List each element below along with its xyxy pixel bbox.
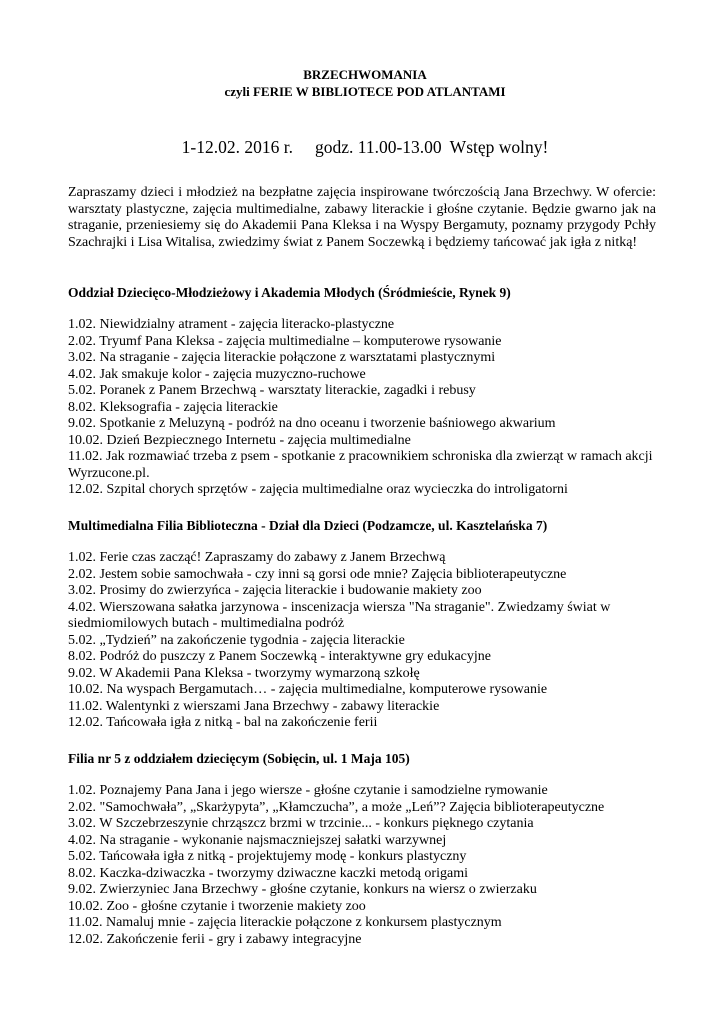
schedule-item: 12.02. Tańcowała igła z nitką - bal na zakończenie ferii	[68, 715, 378, 730]
schedule-item: 10.02. Zoo - głośne czytanie i tworzenie makiety zoo	[68, 898, 366, 914]
event-date-line	[68, 136, 662, 158]
section-title: Filia nr 5 z oddziałem dziecięcym (Sobięcin, ul. 1 Maja 105)	[68, 751, 410, 766]
section-sobiecin	[68, 750, 662, 948]
schedule-item: 5.02. Tańcowała igła z nitką - projektujemy modę - konkurs plastyczny	[68, 849, 467, 864]
schedule-item: 4.02. Wierszowana sałatka jarzynowa - inscenizacja wiersza "Na straganie". Zwiedzamy świat w siedmiomilowych butach - multimedialna podróż	[68, 599, 611, 631]
schedule-item: 9.02. Spotkanie z Meluzyną - podróż na dno oceanu i tworzenie baśniowego akwarium	[68, 416, 556, 431]
event-dates: 1-12.02. 2016 r.	[181, 137, 293, 157]
schedule-item: 8.02. Kleksografia - zajęcia literackie	[68, 399, 278, 415]
schedule-item: 1.02. Niewidzialny atrament - zajęcia literacko-plastyczne	[68, 317, 395, 332]
schedule-item: 10.02. Na wyspach Bergamutach… - zajęcia multimedialne, komputerowe rysowanie	[68, 682, 548, 697]
schedule-item: 3.02. Na straganie - zajęcia literackie połączone z warsztatami plastycznymi	[68, 350, 496, 365]
schedule-item: 4.02. Na straganie - wykonanie najsmaczniejszej sałatki warzywnej	[68, 832, 447, 848]
schedule-item: 5.02. Poranek z Panem Brzechwą - warsztaty literackie, zagadki i rebusy	[68, 383, 476, 398]
section-podzamcze	[68, 517, 662, 732]
document-title: BRZECHWOMANIA	[303, 67, 427, 82]
schedule-item: 4.02. Jak smakuje kolor - zajęcia muzyczno-ruchowe	[68, 366, 366, 382]
schedule-item: 11.02. Walentynki z wierszami Jana Brzechwy - zabawy literackie	[68, 698, 440, 714]
section-srodmiescie	[68, 284, 662, 499]
event-admission: Wstęp wolny!	[449, 137, 549, 157]
schedule-item: 3.02. W Szczebrzeszynie chrząszcz brzmi w trzcinie... - konkurs pięknego czytania	[68, 816, 534, 831]
schedule-item: 10.02. Dzień Bezpiecznego Internetu - zajęcia multimedialne	[68, 432, 411, 448]
schedule-item: 8.02. Podróż do puszczy z Panem Soczewką - interaktywne gry edukacyjne	[68, 649, 491, 664]
schedule-item: 1.02. Poznajemy Pana Jana i jego wiersze - głośne czytanie i samodzielne rymowanie	[68, 783, 548, 798]
document-subtitle: czyli FERIE W BIBLIOTECE POD ATLANTAMI	[224, 84, 506, 99]
document-header	[68, 66, 662, 100]
schedule-item: 3.02. Prosimy do zwierzyńca - zajęcia literackie i budowanie makiety zoo	[68, 583, 482, 598]
schedule-item: 9.02. W Akademii Pana Kleksa - tworzymy wymarzoną szkołę	[68, 665, 420, 681]
schedule-item: 9.02. Zwierzyniec Jana Brzechwy - głośne czytanie, konkurs na wiersz o zwierzaku	[68, 882, 537, 897]
schedule-item: 8.02. Kaczka-dziwaczka - tworzymy dziwaczne kaczki metodą origami	[68, 865, 468, 881]
schedule-item: 11.02. Namaluj mnie - zajęcia literackie połączone z konkursem plastycznym	[68, 915, 502, 930]
schedule-item: 1.02. Ferie czas zacząć! Zapraszamy do zabawy z Janem Brzechwą	[68, 550, 446, 565]
schedule-item: 2.02. Tryumf Pana Kleksa - zajęcia multimedialne – komputerowe rysowanie	[68, 333, 502, 349]
intro-paragraph: Zapraszamy dzieci i młodzież na bezpłatne zajęcia inspirowane twórczością Jana Brzechwy. W ofercie: warsztaty plastyczne, zajęcia multimedialne, zabawy literackie i głośne czytanie. Będzie gwarno jak na straganie, przeniesiemy się do Akademii Pana Kleksa i na Wyspy Bergamuty, poznamy przygody Pchły Szachrajki i Lisa Witalisa, zwiedzimy świat z Panem Soczewką i będziemy tańcować jak igła z nitką!	[68, 185, 656, 250]
schedule-list	[68, 317, 662, 499]
schedule-item: 2.02. Jestem sobie samochwała - czy inni są gorsi ode mnie? Zajęcia biblioterapeutyczne	[68, 566, 567, 582]
schedule-item: 11.02. Jak rozmawiać trzeba z psem - spotkanie z pracownikiem schroniska dla zwierząt w ramach akcji Wyrzucone.pl.	[68, 449, 653, 481]
schedule-item: 5.02. „Tydzień” na zakończenie tygodnia - zajęcia literackie	[68, 632, 405, 648]
section-title: Oddział Dziecięco-Młodzieżowy i Akademia Młodych (Śródmieście, Rynek 9)	[68, 285, 511, 300]
schedule-list	[68, 783, 662, 948]
schedule-item: 12.02. Zakończenie ferii - gry i zabawy integracyjne	[68, 931, 362, 947]
schedule-list	[68, 550, 662, 732]
event-hours: godz. 11.00-13.00	[314, 137, 442, 157]
schedule-item: 2.02. "Samochwała”, „Skarżypyta”, „Kłamczucha”, a może „Leń”? Zajęcia biblioterapeutyczne	[68, 799, 605, 815]
section-title: Multimedialna Filia Biblioteczna - Dział dla Dzieci (Podzamcze, ul. Kasztelańska 7)	[68, 518, 548, 533]
schedule-item: 12.02. Szpital chorych sprzętów - zajęcia multimedialne oraz wycieczka do introligatorni	[68, 482, 568, 497]
